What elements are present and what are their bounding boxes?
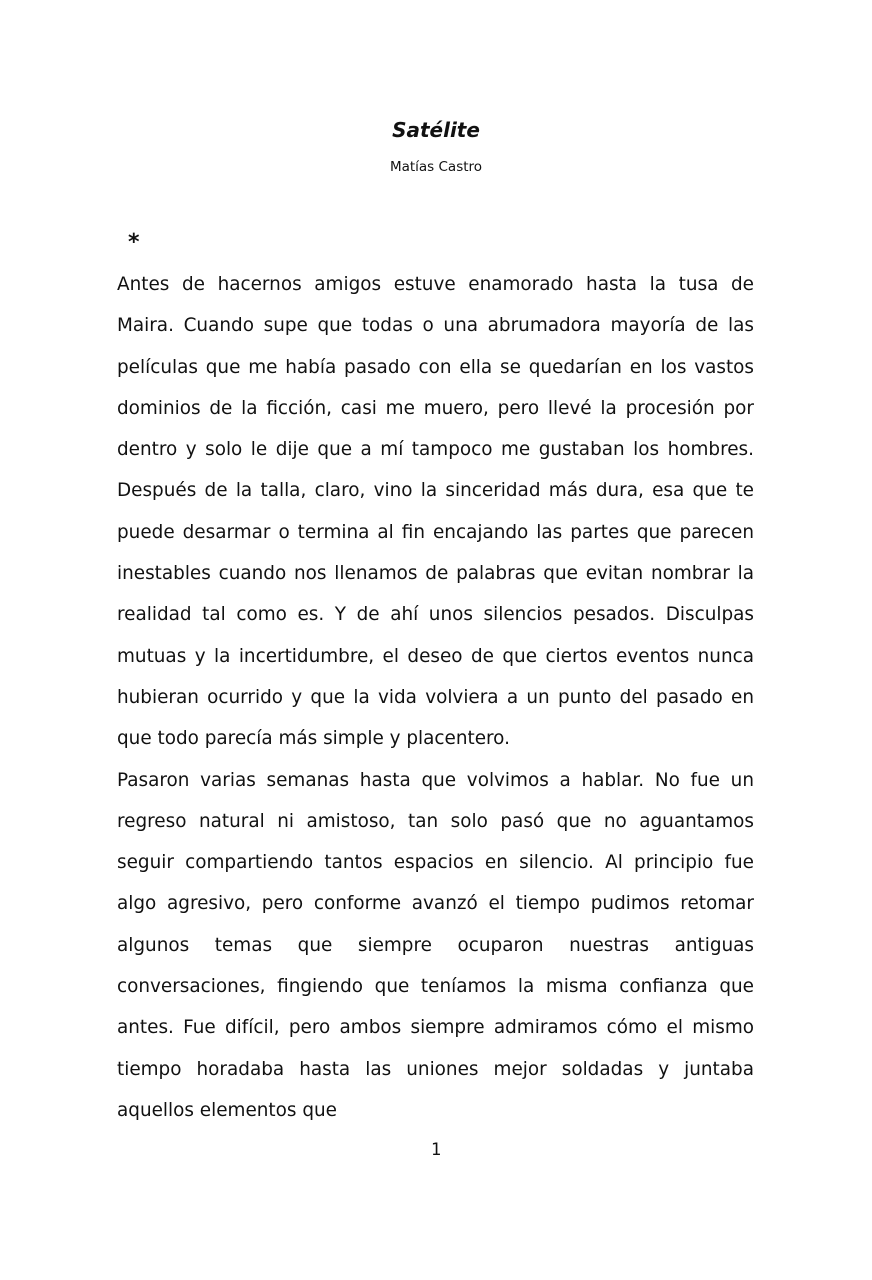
paragraph: Antes de hacernos amigos estuve enamorado hasta la tusa de Maira. Cuando supe que todas o una abrumadora mayoría de las películas que me había pasado con ella se quedarían en los vastos dominios de la ficción, casi me muero, pero llevé la procesión por dentro y solo le dije que a mí tampoco me gustaban los hombres. Después de la talla, claro, vino la sinceridad más dura, esa que te puede desarmar o termina al fin encajando las partes que parecen inestables cuando nos llenamos de palabras que evitan nombrar la realidad tal como es. Y de ahí unos silencios pesados. Disculpas mutuas y la incertidumbre, el deseo de que ciertos eventos nunca hubieran ocurrido y que la vida volviera a un punto del pasado en que todo parecía más simple y placentero. [117,274,754,750]
paragraph: Pasaron varias semanas hasta que volvimos a hablar. No fue un regreso natural ni amistoso, tan solo pasó que no aguantamos seguir compartiendo tantos espacios en silencio. Al principio fue algo agresivo, pero conforme avanzó el tiempo pudimos retomar algunos temas que siempre ocuparon nuestras antiguas conversaciones, fingiendo que teníamos la misma confianza que antes. Fue difícil, pero ambos siempre admiramos cómo el mismo tiempo horadaba hasta las uniones mejor soldadas y juntaba aquellos elementos que [117,769,754,1121]
author-name: Matías Castro [389,159,483,175]
document-title: Satélite [392,118,480,142]
body-text [117,264,754,1131]
page-number: 1 [430,1140,442,1160]
section-separator: * [128,230,140,255]
